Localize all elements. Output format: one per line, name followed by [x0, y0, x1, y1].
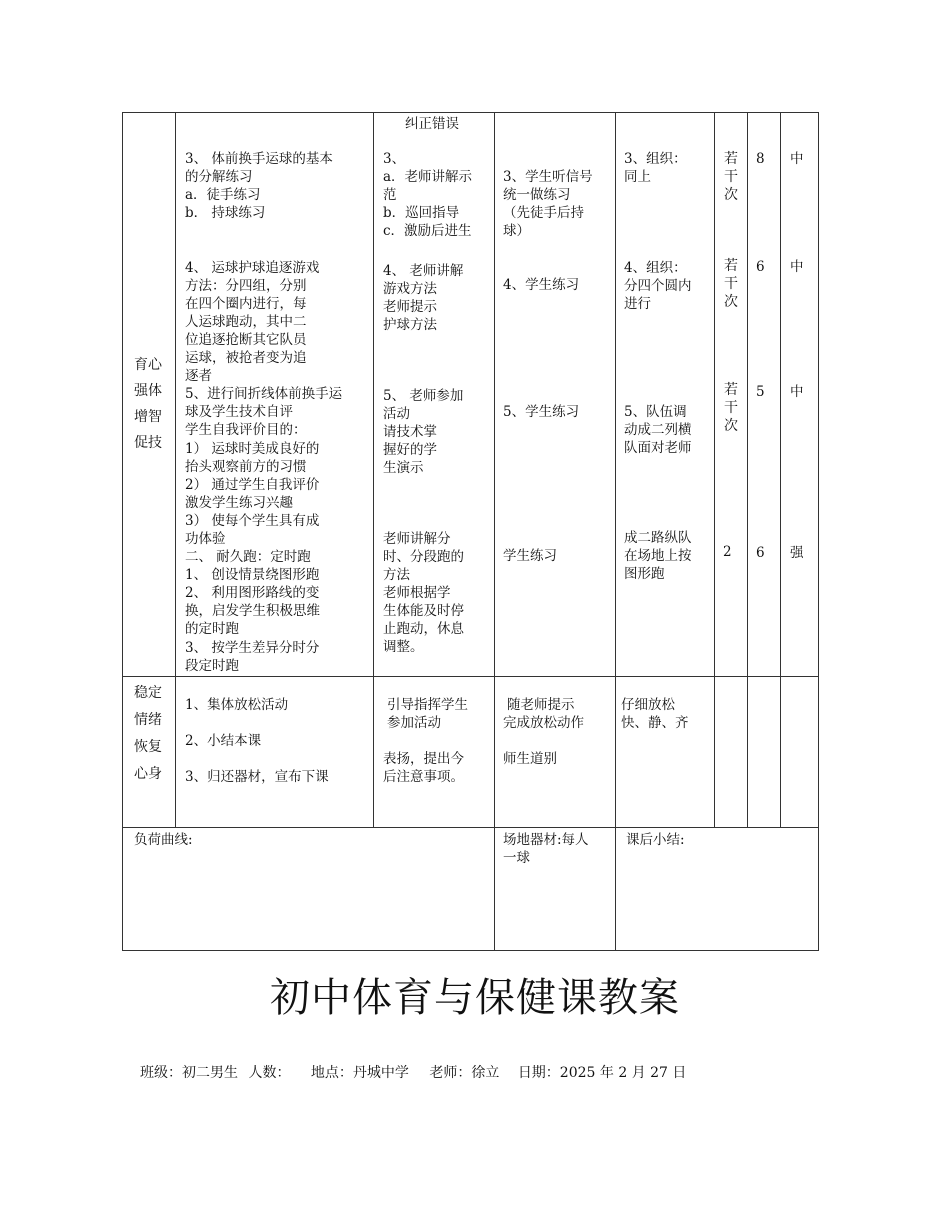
section-a-content: 3、 体前换手运球的基本 的分解练习 a．徒手练习 b． 持球练习 4、 运球护球追逐游戏 方法：分四组，分别 在四个圈内进行，每 人运球跑动，其中二 位追逐抢断其它队员 运球，被抢者变为追 逐者 5、进行间折线体前换手运 球及学生技术自评 学生自我评价目的： 1） 运球时美成良好的 抬头观察前方的习惯 2） 通过学生自我评价 激发学生练习兴趣 3） 使每个学生具有成 功体验 二、 耐久跑：定时跑 1、 创设情景绕图形跑 2、 利用图形路线的变 换，启发学生积极思维 的定时跑 3、 按学生差异分时分 段定时跑: [185, 151, 343, 674]
table-border-right: [818, 112, 819, 951]
col-line-5: [714, 112, 715, 827]
intensity-0: 中: [790, 151, 804, 167]
section-b-organization: 仔细放松 快、静、齐: [621, 697, 689, 731]
load-curve-label: 负荷曲线:: [134, 832, 193, 848]
teacher-block-2: 4、 老师讲解 游戏方法 老师提示 护球方法: [383, 263, 464, 333]
venue-equipment: 场地器材:每人 一球: [503, 832, 589, 866]
times-0: 若干次: [724, 151, 738, 203]
minutes-3: 6: [756, 545, 765, 561]
info-date: 日期：2025 年 2 月 27 日: [517, 1065, 687, 1081]
section-a-label: 育心 强体 增智 促技: [134, 357, 162, 451]
col-line-1: [175, 112, 176, 827]
section-b-label: 稳定 情绪 恢复 心身: [134, 685, 162, 782]
times-1: 若干次: [724, 258, 738, 310]
times-2: 若干次: [724, 382, 738, 434]
section-b-content: 1、集体放松活动 2、小结本课 3、归还器材，宣布下课: [185, 697, 329, 785]
teacher-block-4: 老师讲解分 时、分段跑的 方法 老师根据学 生体能及时停 止跑动，休息 调整。: [383, 531, 464, 655]
student-block-1: 4、学生练习: [503, 277, 580, 293]
minutes-2: 5: [756, 384, 765, 400]
intensity-1: 中: [790, 259, 804, 275]
col-line-4: [615, 112, 616, 951]
page-title: 初中体育与保健课教案: [270, 975, 680, 1021]
times-3: 2: [723, 544, 732, 560]
minutes-0: 8: [756, 151, 765, 167]
table-border-left: [122, 112, 123, 951]
minutes-1: 6: [756, 259, 765, 275]
col-line-2: [373, 112, 374, 827]
teacher-block-3: 5、 老师参加 活动 请技术掌 握好的学 生演示: [383, 388, 464, 476]
info-teacher: 老师：徐立: [429, 1065, 500, 1081]
intensity-3: 强: [790, 545, 804, 561]
col-line-3: [494, 112, 495, 951]
lesson-info: [140, 1062, 696, 1082]
teacher-block-1: 3、 a．老师讲解示 范 b．巡回指导 c．激励后进生: [383, 151, 473, 239]
student-block-2: 5、学生练习: [503, 404, 580, 420]
student-block-3: 学生练习: [503, 548, 557, 564]
org-block-0: 3、组织： 同上: [624, 151, 687, 185]
table-border-bottom: [122, 950, 819, 951]
student-block-0: 3、学生听信号 统一做练习 （先徒手后持 球）: [503, 169, 593, 239]
org-block-2: 5、队伍调 动成二列横 队面对老师: [624, 404, 692, 456]
info-class: 班级：初二男生: [140, 1065, 238, 1081]
col-line-6: [747, 112, 748, 827]
info-count: 人数：: [248, 1065, 291, 1081]
section-b-student: 随老师提示 完成放松动作 师生道别: [503, 697, 584, 767]
intensity-2: 中: [790, 384, 804, 400]
section-b-teacher: 引导指挥学生 参加活动 表扬，提出今 后注意事项。: [383, 697, 468, 785]
info-place: 地点：丹城中学: [310, 1065, 409, 1081]
org-block-1: 4、组织： 分四个圆内 进行: [624, 260, 692, 312]
org-block-3: 成二路纵队 在场地上按 图形跑: [624, 530, 692, 582]
post-class-summary-label: 课后小结:: [626, 832, 685, 848]
teacher-block-0: 纠正错误: [405, 116, 459, 132]
col-line-7: [780, 112, 781, 827]
table-divider-2: [122, 827, 819, 828]
